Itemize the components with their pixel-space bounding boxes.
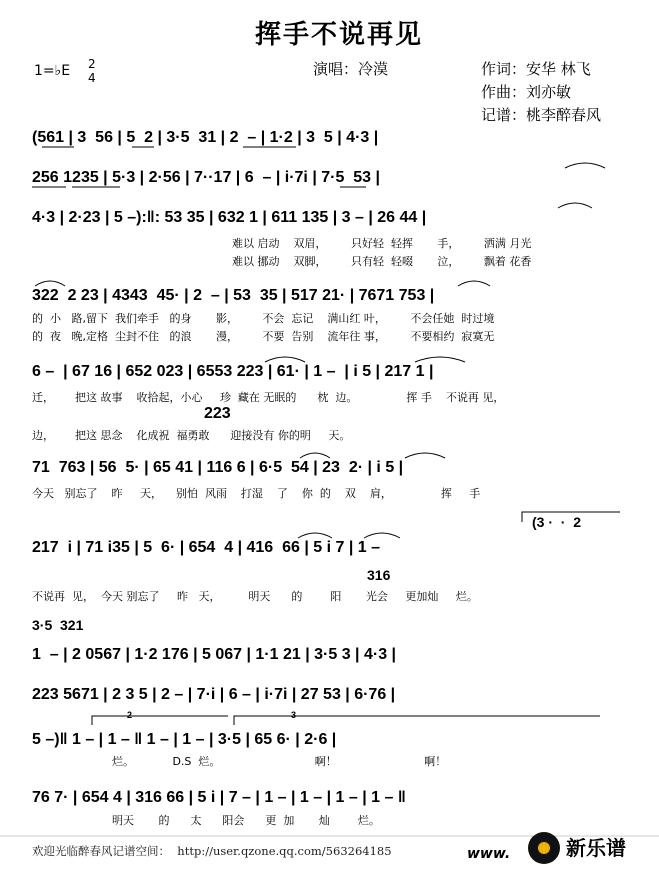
- notation-row-5: 6 – | 67 16 | 652 023 | 6553 223 | 61· | 1 – | i 5 | 217 1 |: [32, 363, 434, 380]
- footer-text: 欢迎光临醉春风记谱空间： http://user.qzone.qq.com/563264185: [32, 844, 392, 858]
- notation-row-8: 1 – | 2 0567 | 1·2 176 | 5 067 | 1·1 21 | 3·5 3 | 4·3 |: [32, 646, 397, 663]
- composer-credit: 作曲：刘亦敏: [481, 83, 572, 101]
- logo-brand: 新乐谱: [566, 836, 626, 860]
- slur-5: [265, 357, 305, 362]
- slur-8: [298, 533, 332, 538]
- slur-7: [405, 453, 445, 458]
- logo-www: www.: [467, 846, 511, 862]
- tie-bracket: [522, 512, 620, 522]
- lyric-line-3b: 难以 挪动 双脚， 只有轻 轻啜 泣， 飘着 花香: [232, 255, 532, 268]
- lyric-line-10: 烂。 D.S 烂。 啊！ 啊！: [112, 755, 447, 768]
- first-ending-label: 2: [127, 710, 133, 720]
- lyric-line-5b: 边， 把这 思念 化成祝 福勇敢 迎接没有 你的明 天。: [32, 429, 351, 442]
- slur-3: [35, 281, 65, 286]
- alternate-notes: 316: [367, 567, 391, 583]
- time-signature-bottom: 4: [88, 71, 96, 85]
- row8-start-notes: 3·5 321: [32, 617, 84, 633]
- slur-1: [565, 163, 605, 168]
- slur-10: [300, 453, 330, 458]
- lyric-line-4a: 的 小 路,留下 我们牵手 的身 影， 不会 忘记 满山红 叶， 不会任她 时过境: [32, 312, 495, 325]
- notation-row-9: 223 5671 | 2 3 5 | 2 – | 7·i | 6 – | i·7i | 27 53 | 6·76 |: [32, 686, 396, 703]
- bracket-notes: (3 · · 2: [532, 514, 582, 530]
- notation-row-2: 256 1235 | 5·3 | 2·56 | 7··17 | 6 – | i·7i | 7·5 53 |: [32, 169, 380, 186]
- slur-2: [558, 203, 592, 208]
- slur-4: [458, 281, 490, 286]
- transcriber-credit: 记谱：桃李醉春风: [481, 106, 602, 124]
- lyric-line-5a: 迁， 把这 故事 收拾起，小心 珍 藏在 无眠的 枕 边。 挥 手 不说再 见，: [32, 391, 505, 404]
- lyric-line-7: 不说再 见， 今天 别忘了 昨 天， 明天 的 阳 光会 更加灿 烂。: [32, 590, 478, 603]
- notation-row-4: 322 2 23 | 4343 45· | 2 – | 53 35 | 517 21· | 7671 753 |: [32, 287, 435, 304]
- logo-disc-icon: [528, 832, 560, 864]
- notation-row-11: 76 7· | 654 4 | 316 66 | 5 i | 7 – | 1 – | 1 – | 1 – | 1 – ‖: [32, 789, 406, 806]
- singer-credit: 演唱：冷漠: [313, 60, 389, 78]
- time-signature-top: 2: [88, 57, 96, 71]
- lyric-line-3a: 难以 启动 双眉， 只好轻 轻挥 手， 洒满 月光: [232, 237, 532, 250]
- notation-row-7: 217 i | 71 i35 | 5 6· | 654 4 | 416 66 | 5 i 7 | 1 –: [32, 539, 380, 556]
- notation-row-10: 5 –)‖ 1 – | 1 – ‖ 1 – | 1 – | 3·5 | 65 6· | 2·6 |: [32, 731, 337, 748]
- pickup-notes: 223: [204, 405, 231, 422]
- lyric-line-11: 明天 的 太 阳会 更 加 灿 烂。: [112, 814, 380, 827]
- notation-row-6: 71 763 | 56 5· | 65 41 | 116 6 | 6·5 54 | 23 2· | i 5 |: [32, 459, 404, 476]
- lyric-line-4b: 的 夜 晚,定格 尘封不住 的浪 漫， 不要 告别 流年往 事， 不要相约 寂寞无: [32, 330, 495, 343]
- ending-bracket-1: [92, 716, 228, 725]
- second-ending-label: 3: [291, 710, 297, 720]
- song-title: 挥手不说再见: [255, 20, 424, 50]
- notation-row-3: 4·3 | 2·23 | 5 –):‖: 53 35 | 632 1 | 611 135 | 3 – | 26 44 |: [32, 209, 427, 226]
- lyric-line-6: 今天 别忘了 昨 天， 别怕 风雨 打湿 了 你 的 双 肩， 挥 手: [32, 487, 481, 500]
- lyricist-credit: 作词：安华 林飞: [481, 60, 591, 78]
- ending-bracket-2: [234, 716, 600, 725]
- slur-6: [415, 357, 465, 362]
- notation-row-1: (561 | 3 56 | 5 2 | 3·5 31 | 2 – | 1·2 | 3 5 | 4·3 |: [32, 129, 379, 146]
- slur-9: [364, 533, 400, 538]
- key-signature: 1=♭E: [34, 63, 71, 79]
